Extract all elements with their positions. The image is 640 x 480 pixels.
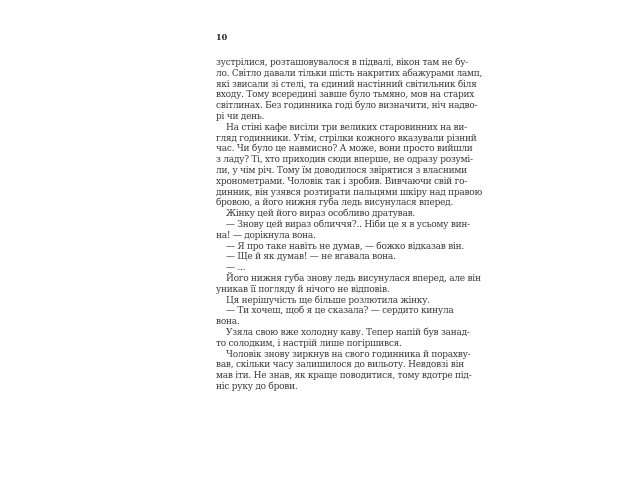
- text-line: бровою, а його нижня губа ледь висунулася вперед.: [216, 198, 454, 209]
- text-line: ло. Світло давали тільки шість накритих абажурами ламп,: [216, 68, 483, 79]
- text-line: Узяла свою вже холодну каву. Тепер напій був занад-: [226, 327, 470, 338]
- text-line: Ця нерішучість ще більше розлютила жінку.: [226, 295, 430, 306]
- text-line: — Ти хочеш, щоб я це сказала? — сердито кинула: [226, 306, 454, 317]
- text-line: Чоловік знову зиркнув на свого годинника й порахву-: [226, 349, 471, 360]
- text-line: динник, він узявся розтирати пальцями шкіру над правою: [216, 187, 483, 198]
- text-line: світлинах. Без годинника годі було визначити, ніч надво-: [216, 101, 478, 112]
- text-line: — Я про таке навіть не думав, — божко відказав він.: [226, 241, 465, 252]
- text-line: ли, у чім річ. Тому їм доводилося звірятися з власними: [216, 165, 467, 176]
- text-line: входу. Тому всередині завше було тьмяно, мов на старих: [216, 90, 475, 101]
- text-line: Жінку цей його вираз особливо дратував.: [226, 209, 416, 220]
- text-line: з ладу? Ті, хто приходив сюди вперше, не одразу розумі-: [216, 155, 473, 166]
- text-line: Його нижня губа знову ледь висунулася вперед, але він: [226, 273, 481, 284]
- text-line: на! — дорікнула вона.: [216, 230, 316, 241]
- text-line: зустрілися, розташовувалося в підвалі, вікон там не бу-: [216, 58, 469, 68]
- text-line: На стіні кафе висіли три великих старовинних на ви-: [226, 122, 467, 133]
- text-line: уникав її погляду й нічого не відповів.: [216, 284, 390, 295]
- text-line: мав іти. Не знав, як краще поводитися, тому вдотре під-: [216, 371, 472, 382]
- text-line: час. Чи було це навмисно? А може, вони просто вийшли: [216, 144, 473, 155]
- text-line: — ...: [226, 263, 246, 274]
- text-line: вав, скільки часу залишилося до вильоту. Невдовзі він: [216, 360, 464, 371]
- text-line: хронометрами. Чоловік так і зробив. Вивчаючи свій го-: [216, 176, 468, 187]
- body-text: [216, 58, 483, 393]
- page-number: 10: [216, 32, 228, 42]
- text-line: ніс руку до брови.: [216, 381, 298, 392]
- text-line: які звисали зі стелі, та єдиний настінний світильник біля: [216, 79, 477, 90]
- text-line: рі чи день.: [216, 111, 265, 122]
- text-line: то солодким, і настрій лише погіршився.: [216, 338, 402, 349]
- text-line: вона.: [216, 317, 240, 328]
- text-line: — Знову цей вираз обличчя?.. Ніби це я в усьому вин-: [226, 219, 470, 230]
- text-line: гляд годинники. Утім, стрілки кожного вказували різний: [216, 133, 477, 144]
- text-line: — Ще й як думав! — не вгавала вона.: [226, 252, 396, 263]
